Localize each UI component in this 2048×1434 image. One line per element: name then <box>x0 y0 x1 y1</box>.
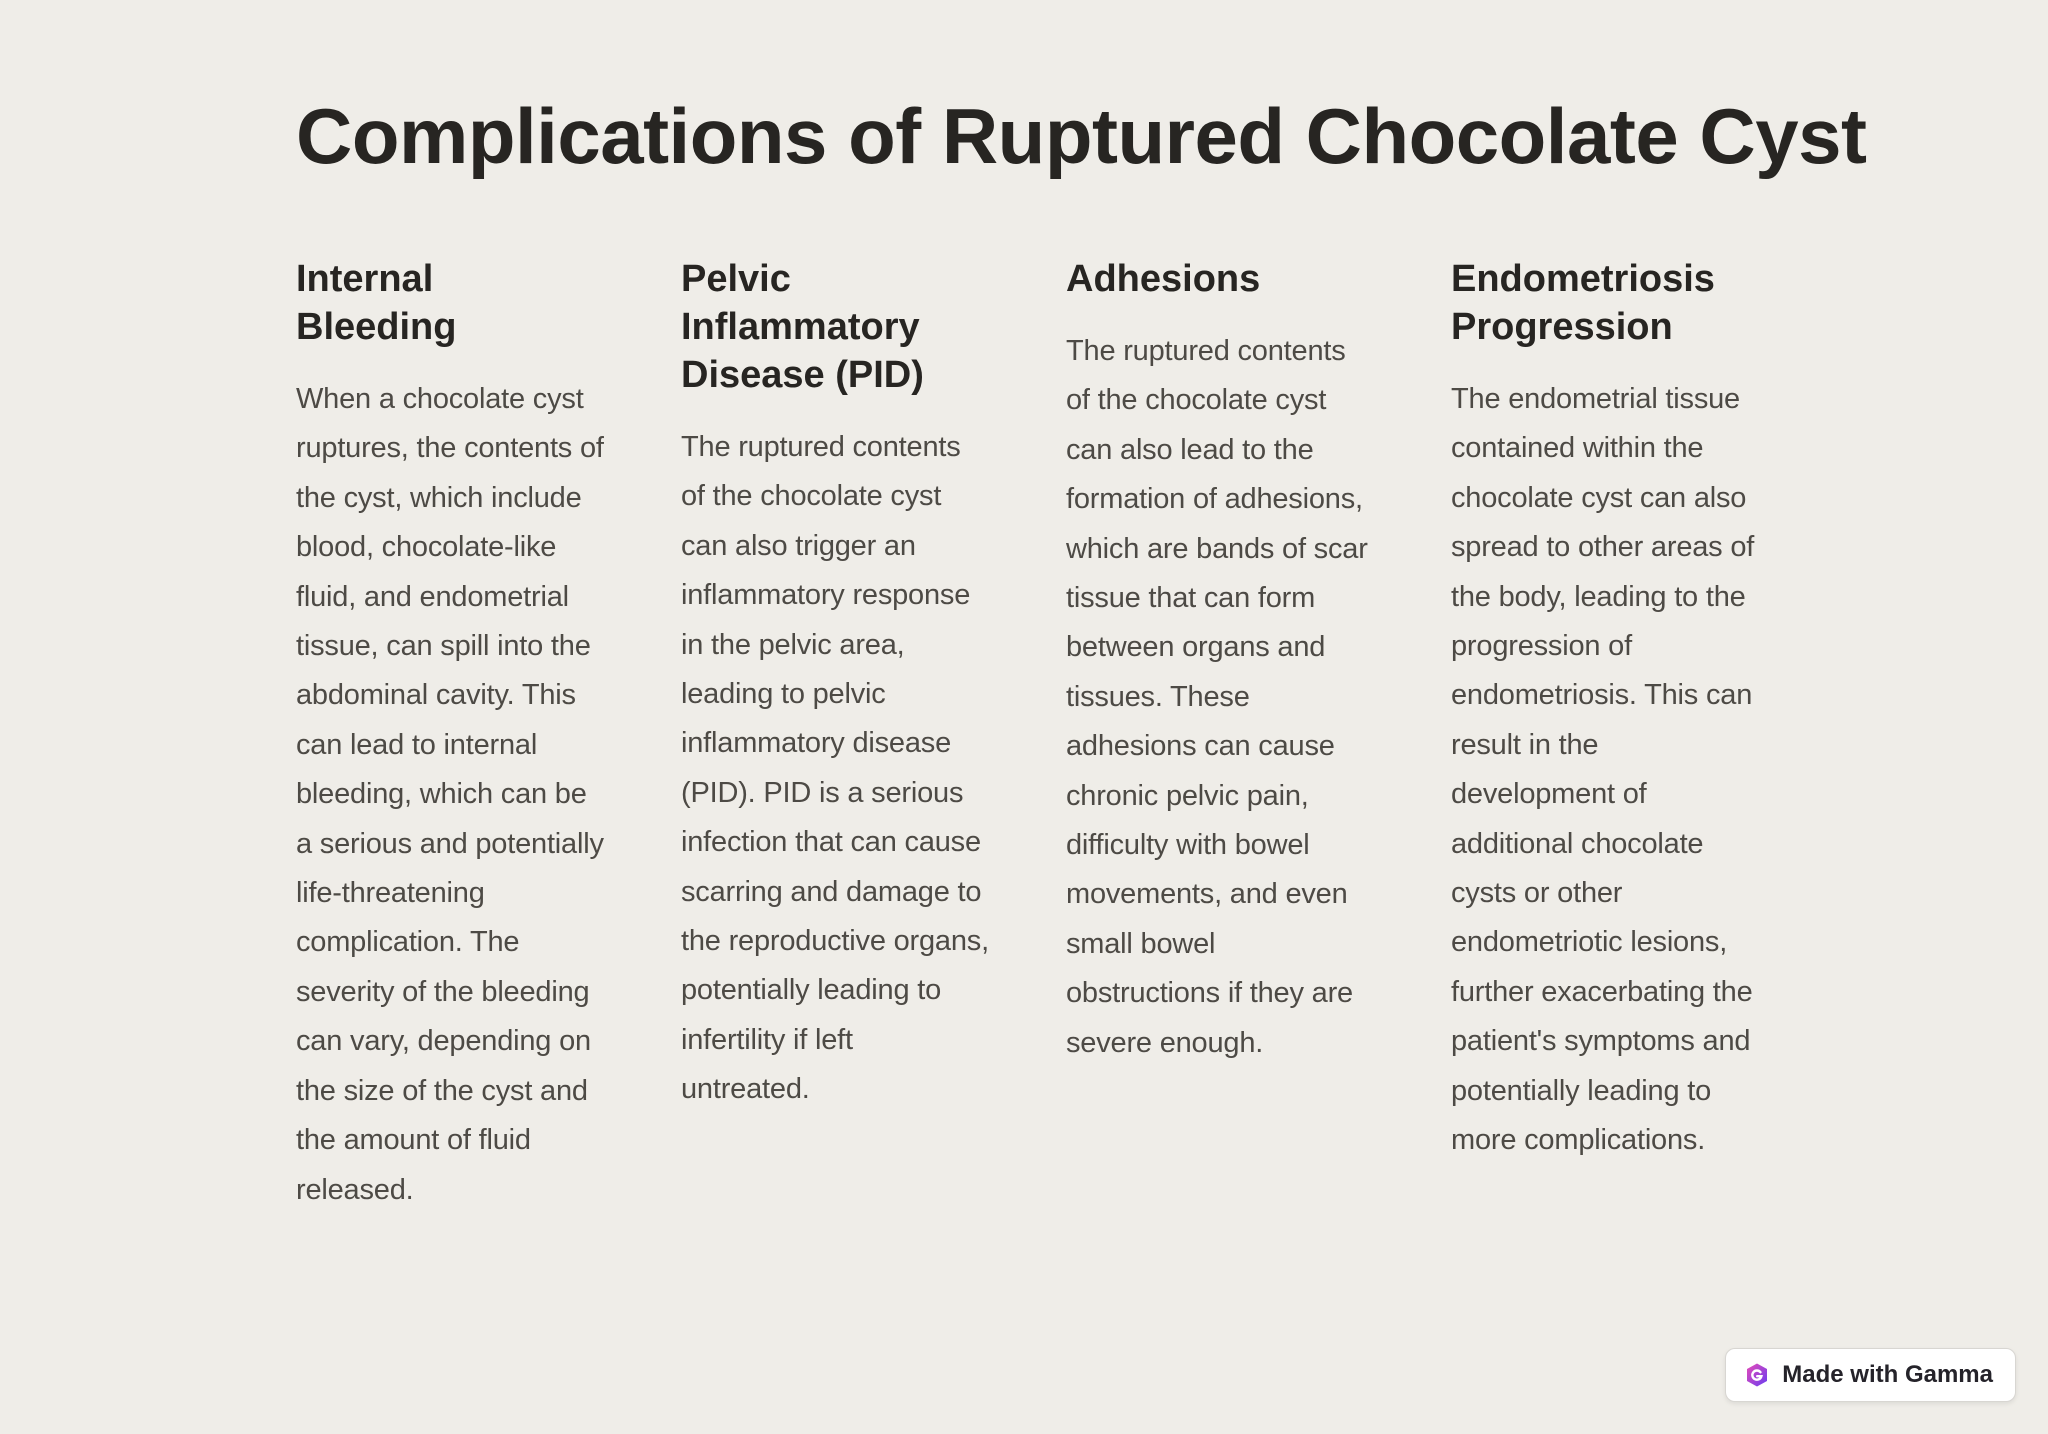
column-endometriosis-progression <box>1451 255 1759 1215</box>
slide-title: Complications of Ruptured Chocolate Cyst <box>296 92 1867 180</box>
made-with-gamma-badge[interactable] <box>1725 1348 2016 1402</box>
column-pelvic-inflammatory-disease <box>681 255 989 1215</box>
column-body: When a chocolate cyst ruptures, the contents of the cyst, which include blood, chocolate-like fluid, and endometrial tissue, can spill into the abdominal cavity. This can lead to internal bleeding, which can be a serious and potentially life-threatening complication. The severity of the bleeding can vary, depending on the size of the cyst and the amount of fluid released. <box>296 383 604 1206</box>
gamma-logo-icon <box>1744 1362 1770 1388</box>
column-body: The ruptured contents of the chocolate cyst can also lead to the formation of adhesions, which are bands of scar tissue that can form between organs and tissues. These adhesions can cause chronic pelvic pain, difficulty with bowel movements, and even small bowel obstructions if they are severe enough. <box>1066 335 1368 1059</box>
column-adhesions <box>1066 255 1374 1215</box>
complications-columns <box>296 255 1759 1215</box>
column-internal-bleeding <box>296 255 604 1215</box>
column-body: The ruptured contents of the chocolate cyst can also trigger an inflammatory response in the pelvic area, leading to pelvic inflammatory disease (PID). PID is a serious infection that can cause scarring and damage to the reproductive organs, potentially leading to infertility if left untreated. <box>681 431 989 1106</box>
column-body: The endometrial tissue contained within the chocolate cyst can also spread to other areas of the body, leading to the progression of endometriosis. This can result in the development of additional chocolate cysts or other endometriotic lesions, further exacerbating the patient's symptoms and potentially leading to more complications. <box>1451 383 1755 1157</box>
badge-label: Made with Gamma <box>1782 1361 1993 1388</box>
column-heading: Endometriosis Progression <box>1451 258 1715 348</box>
column-heading: Internal Bleeding <box>296 258 457 348</box>
column-heading: Adhesions <box>1066 258 1261 300</box>
column-heading: Pelvic Inflammatory Disease (PID) <box>681 258 924 396</box>
